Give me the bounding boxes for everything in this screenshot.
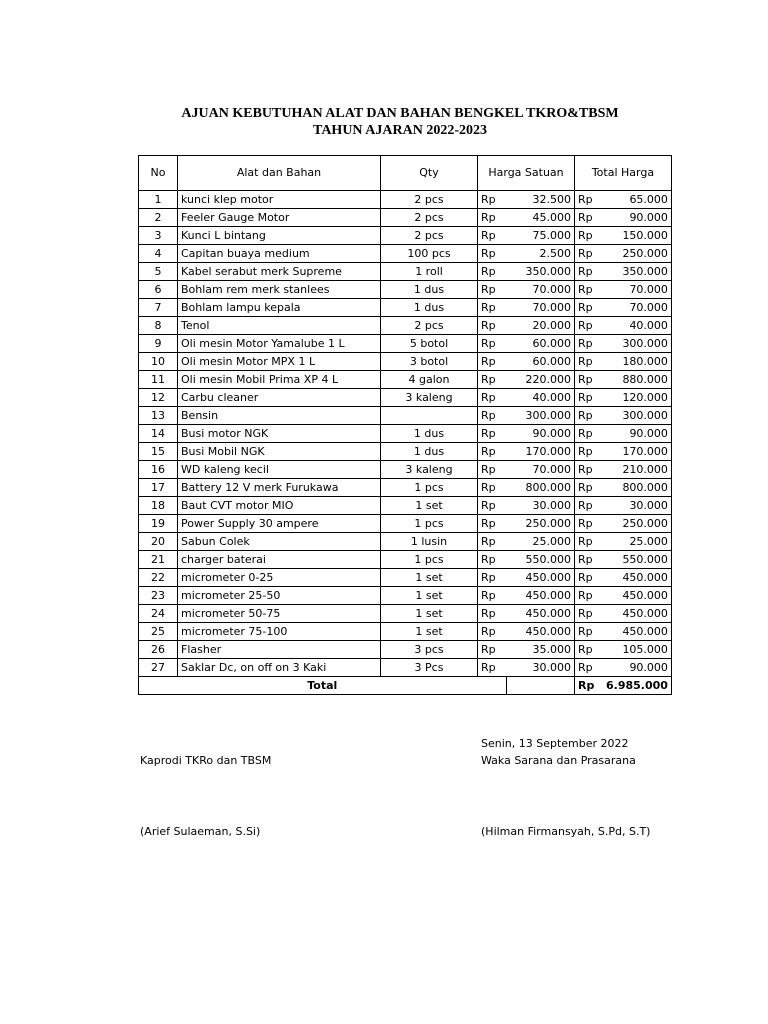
row-price-currency: Rp — [478, 497, 507, 515]
row-no: 21 — [139, 551, 178, 569]
row-item: Saklar Dc, on off on 3 Kaki — [178, 659, 381, 677]
row-no: 26 — [139, 641, 178, 659]
row-unit-price: 70.000 — [506, 281, 575, 299]
table-row — [139, 389, 672, 407]
row-unit-price: 2.500 — [506, 245, 575, 263]
row-total-price: 150.000 — [603, 227, 671, 245]
row-total-price: 70.000 — [603, 299, 671, 317]
table-body — [139, 191, 672, 677]
row-item: Bensin — [178, 407, 381, 425]
table-row — [139, 227, 672, 245]
row-no: 2 — [139, 209, 178, 227]
row-total-price: 250.000 — [603, 245, 671, 263]
row-qty: 2 pcs — [381, 317, 478, 335]
row-no: 23 — [139, 587, 178, 605]
row-unit-price: 40.000 — [506, 389, 575, 407]
row-qty: 2 pcs — [381, 227, 478, 245]
row-no: 11 — [139, 371, 178, 389]
row-item: charger baterai — [178, 551, 381, 569]
table-row — [139, 425, 672, 443]
row-no: 25 — [139, 623, 178, 641]
row-unit-price: 90.000 — [506, 425, 575, 443]
items-table — [138, 155, 672, 695]
header-item: Alat dan Bahan — [178, 156, 381, 191]
row-price-currency: Rp — [478, 641, 507, 659]
table-row — [139, 659, 672, 677]
row-unit-price: 30.000 — [506, 497, 575, 515]
row-no: 18 — [139, 497, 178, 515]
row-qty: 2 pcs — [381, 209, 478, 227]
row-total-currency: Rp — [575, 371, 604, 389]
row-total-currency: Rp — [575, 605, 604, 623]
row-total-price: 120.000 — [603, 389, 671, 407]
row-price-currency: Rp — [478, 587, 507, 605]
row-total-currency: Rp — [575, 299, 604, 317]
row-total-currency: Rp — [575, 587, 604, 605]
row-item: micrometer 75-100 — [178, 623, 381, 641]
right-signatory-role: Waka Sarana dan Prasarana — [481, 754, 636, 767]
row-total-currency: Rp — [575, 407, 604, 425]
row-total-price: 350.000 — [603, 263, 671, 281]
row-total-currency: Rp — [575, 353, 604, 371]
row-total-currency: Rp — [575, 389, 604, 407]
row-total-currency: Rp — [575, 533, 604, 551]
row-unit-price: 450.000 — [506, 623, 575, 641]
row-item: Busi motor NGK — [178, 425, 381, 443]
row-no: 22 — [139, 569, 178, 587]
row-total-price: 65.000 — [603, 191, 671, 209]
row-item: Feeler Gauge Motor — [178, 209, 381, 227]
row-item: Oli mesin Mobil Prima XP 4 L — [178, 371, 381, 389]
row-total-currency: Rp — [575, 317, 604, 335]
row-total-price: 800.000 — [603, 479, 671, 497]
row-unit-price: 25.000 — [506, 533, 575, 551]
row-qty: 3 kaleng — [381, 389, 478, 407]
row-unit-price: 550.000 — [506, 551, 575, 569]
table-row — [139, 569, 672, 587]
row-item: Baut CVT motor MIO — [178, 497, 381, 515]
row-total-price: 90.000 — [603, 425, 671, 443]
table-row — [139, 353, 672, 371]
row-price-currency: Rp — [478, 425, 507, 443]
row-price-currency: Rp — [478, 407, 507, 425]
row-total-currency: Rp — [575, 443, 604, 461]
header-qty: Qty — [381, 156, 478, 191]
table-row — [139, 245, 672, 263]
row-no: 19 — [139, 515, 178, 533]
row-price-currency: Rp — [478, 317, 507, 335]
row-total-price: 180.000 — [603, 353, 671, 371]
table-row — [139, 623, 672, 641]
row-item: Bohlam lampu kepala — [178, 299, 381, 317]
row-qty: 1 dus — [381, 425, 478, 443]
row-qty: 1 dus — [381, 281, 478, 299]
row-unit-price: 75.000 — [506, 227, 575, 245]
row-price-currency: Rp — [478, 623, 507, 641]
row-item: Flasher — [178, 641, 381, 659]
row-qty: 1 pcs — [381, 479, 478, 497]
table-row — [139, 191, 672, 209]
row-price-currency: Rp — [478, 551, 507, 569]
row-unit-price: 60.000 — [506, 335, 575, 353]
row-price-currency: Rp — [478, 569, 507, 587]
row-total-price: 105.000 — [603, 641, 671, 659]
document-subtitle: TAHUN AJARAN 2022-2023 — [313, 123, 487, 138]
row-no: 5 — [139, 263, 178, 281]
row-price-currency: Rp — [478, 479, 507, 497]
table-row — [139, 317, 672, 335]
total-blank-cell — [506, 677, 575, 695]
row-total-price: 25.000 — [603, 533, 671, 551]
row-total-currency: Rp — [575, 191, 604, 209]
row-qty: 1 set — [381, 605, 478, 623]
row-unit-price: 45.000 — [506, 209, 575, 227]
row-total-price: 300.000 — [603, 335, 671, 353]
row-price-currency: Rp — [478, 263, 507, 281]
row-total-price: 450.000 — [603, 569, 671, 587]
row-total-currency: Rp — [575, 479, 604, 497]
row-qty: 3 Pcs — [381, 659, 478, 677]
row-qty: 1 dus — [381, 299, 478, 317]
row-total-price: 90.000 — [603, 659, 671, 677]
row-no: 14 — [139, 425, 178, 443]
row-item: micrometer 25-50 — [178, 587, 381, 605]
row-qty: 100 pcs — [381, 245, 478, 263]
row-price-currency: Rp — [478, 191, 507, 209]
row-item: Carbu cleaner — [178, 389, 381, 407]
table-header-row — [139, 156, 672, 191]
header-unit-price: Harga Satuan — [478, 156, 575, 191]
row-total-price: 450.000 — [603, 605, 671, 623]
row-item: WD kaleng kecil — [178, 461, 381, 479]
right-signatory-name: (Hilman Firmansyah, S.Pd, S.T) — [481, 825, 651, 838]
row-unit-price: 70.000 — [506, 299, 575, 317]
row-item: Capitan buaya medium — [178, 245, 381, 263]
row-no: 3 — [139, 227, 178, 245]
row-no: 27 — [139, 659, 178, 677]
row-price-currency: Rp — [478, 515, 507, 533]
row-total-price: 250.000 — [603, 515, 671, 533]
table-row — [139, 605, 672, 623]
row-total-currency: Rp — [575, 461, 604, 479]
row-item: Power Supply 30 ampere — [178, 515, 381, 533]
row-unit-price: 800.000 — [506, 479, 575, 497]
row-item: kunci klep motor — [178, 191, 381, 209]
row-qty: 2 pcs — [381, 191, 478, 209]
row-price-currency: Rp — [478, 353, 507, 371]
row-qty — [381, 407, 478, 425]
row-qty: 1 lusin — [381, 533, 478, 551]
row-unit-price: 300.000 — [506, 407, 575, 425]
row-qty: 1 set — [381, 623, 478, 641]
row-no: 1 — [139, 191, 178, 209]
row-qty: 1 pcs — [381, 551, 478, 569]
row-no: 24 — [139, 605, 178, 623]
row-total-currency: Rp — [575, 623, 604, 641]
table-row — [139, 209, 672, 227]
row-total-price: 30.000 — [603, 497, 671, 515]
row-unit-price: 60.000 — [506, 353, 575, 371]
row-qty: 5 botol — [381, 335, 478, 353]
row-unit-price: 450.000 — [506, 569, 575, 587]
row-no: 13 — [139, 407, 178, 425]
row-qty: 3 pcs — [381, 641, 478, 659]
row-price-currency: Rp — [478, 659, 507, 677]
row-total-price: 550.000 — [603, 551, 671, 569]
row-total-currency: Rp — [575, 425, 604, 443]
row-total-currency: Rp — [575, 641, 604, 659]
row-no: 8 — [139, 317, 178, 335]
row-item: Busi Mobil NGK — [178, 443, 381, 461]
row-price-currency: Rp — [478, 605, 507, 623]
signature-date: Senin, 13 September 2022 — [481, 737, 629, 750]
table-row — [139, 281, 672, 299]
row-total-currency: Rp — [575, 263, 604, 281]
row-qty: 1 roll — [381, 263, 478, 281]
row-total-currency: Rp — [575, 515, 604, 533]
row-total-price: 880.000 — [603, 371, 671, 389]
row-item: Bohlam rem merk stanlees — [178, 281, 381, 299]
row-price-currency: Rp — [478, 299, 507, 317]
row-total-price: 450.000 — [603, 623, 671, 641]
row-unit-price: 32.500 — [506, 191, 575, 209]
row-item: micrometer 0-25 — [178, 569, 381, 587]
row-qty: 1 pcs — [381, 515, 478, 533]
row-no: 20 — [139, 533, 178, 551]
row-item: Kunci L bintang — [178, 227, 381, 245]
table-row — [139, 587, 672, 605]
row-no: 16 — [139, 461, 178, 479]
row-price-currency: Rp — [478, 371, 507, 389]
row-no: 12 — [139, 389, 178, 407]
row-total-currency: Rp — [575, 227, 604, 245]
row-total-currency: Rp — [575, 245, 604, 263]
row-unit-price: 170.000 — [506, 443, 575, 461]
document-title: AJUAN KEBUTUHAN ALAT DAN BAHAN BENGKEL TKRO&TBSM — [181, 106, 619, 121]
row-item: Battery 12 V merk Furukawa — [178, 479, 381, 497]
row-total-price: 450.000 — [603, 587, 671, 605]
row-total-price: 70.000 — [603, 281, 671, 299]
row-item: Sabun Colek — [178, 533, 381, 551]
row-no: 7 — [139, 299, 178, 317]
row-no: 6 — [139, 281, 178, 299]
row-total-currency: Rp — [575, 659, 604, 677]
row-price-currency: Rp — [478, 389, 507, 407]
row-qty: 3 kaleng — [381, 461, 478, 479]
row-price-currency: Rp — [478, 245, 507, 263]
row-qty: 1 set — [381, 587, 478, 605]
row-qty: 3 botol — [381, 353, 478, 371]
row-price-currency: Rp — [478, 443, 507, 461]
table-row — [139, 371, 672, 389]
row-total-price: 90.000 — [603, 209, 671, 227]
row-total-price: 300.000 — [603, 407, 671, 425]
table-row — [139, 497, 672, 515]
row-total-currency: Rp — [575, 569, 604, 587]
left-signatory-name: (Arief Sulaeman, S.Si) — [140, 825, 261, 838]
row-item: Oli mesin Motor Yamalube 1 L — [178, 335, 381, 353]
row-qty: 1 dus — [381, 443, 478, 461]
row-qty: 4 galon — [381, 371, 478, 389]
row-total-price: 210.000 — [603, 461, 671, 479]
row-total-currency: Rp — [575, 551, 604, 569]
row-no: 4 — [139, 245, 178, 263]
row-price-currency: Rp — [478, 281, 507, 299]
total-currency: Rp — [575, 677, 604, 695]
row-unit-price: 20.000 — [506, 317, 575, 335]
row-item: Oli mesin Motor MPX 1 L — [178, 353, 381, 371]
row-total-currency: Rp — [575, 209, 604, 227]
row-no: 9 — [139, 335, 178, 353]
table-row — [139, 551, 672, 569]
table-row — [139, 641, 672, 659]
row-price-currency: Rp — [478, 461, 507, 479]
row-unit-price: 70.000 — [506, 461, 575, 479]
row-price-currency: Rp — [478, 335, 507, 353]
table-row — [139, 443, 672, 461]
row-total-currency: Rp — [575, 281, 604, 299]
row-unit-price: 450.000 — [506, 605, 575, 623]
row-price-currency: Rp — [478, 227, 507, 245]
row-qty: 1 set — [381, 497, 478, 515]
table-row — [139, 515, 672, 533]
table-row — [139, 533, 672, 551]
row-total-currency: Rp — [575, 497, 604, 515]
row-item: micrometer 50-75 — [178, 605, 381, 623]
row-unit-price: 450.000 — [506, 587, 575, 605]
left-signatory-role: Kaprodi TKRo dan TBSM — [140, 754, 272, 767]
header-total-price: Total Harga — [575, 156, 672, 191]
row-item: Kabel serabut merk Supreme — [178, 263, 381, 281]
row-unit-price: 35.000 — [506, 641, 575, 659]
row-no: 15 — [139, 443, 178, 461]
total-row — [139, 677, 672, 695]
row-total-currency: Rp — [575, 335, 604, 353]
row-item: Tenol — [178, 317, 381, 335]
row-unit-price: 350.000 — [506, 263, 575, 281]
table-row — [139, 461, 672, 479]
grand-total: 6.985.000 — [603, 677, 671, 695]
row-qty: 1 set — [381, 569, 478, 587]
row-total-price: 170.000 — [603, 443, 671, 461]
table-row — [139, 299, 672, 317]
header-no: No — [139, 156, 178, 191]
row-unit-price: 250.000 — [506, 515, 575, 533]
total-label: Total — [139, 677, 507, 695]
row-price-currency: Rp — [478, 209, 507, 227]
row-no: 10 — [139, 353, 178, 371]
row-unit-price: 30.000 — [506, 659, 575, 677]
table-row — [139, 263, 672, 281]
row-no: 17 — [139, 479, 178, 497]
row-unit-price: 220.000 — [506, 371, 575, 389]
table-row — [139, 407, 672, 425]
table-row — [139, 335, 672, 353]
table-row — [139, 479, 672, 497]
row-price-currency: Rp — [478, 533, 507, 551]
row-total-price: 40.000 — [603, 317, 671, 335]
